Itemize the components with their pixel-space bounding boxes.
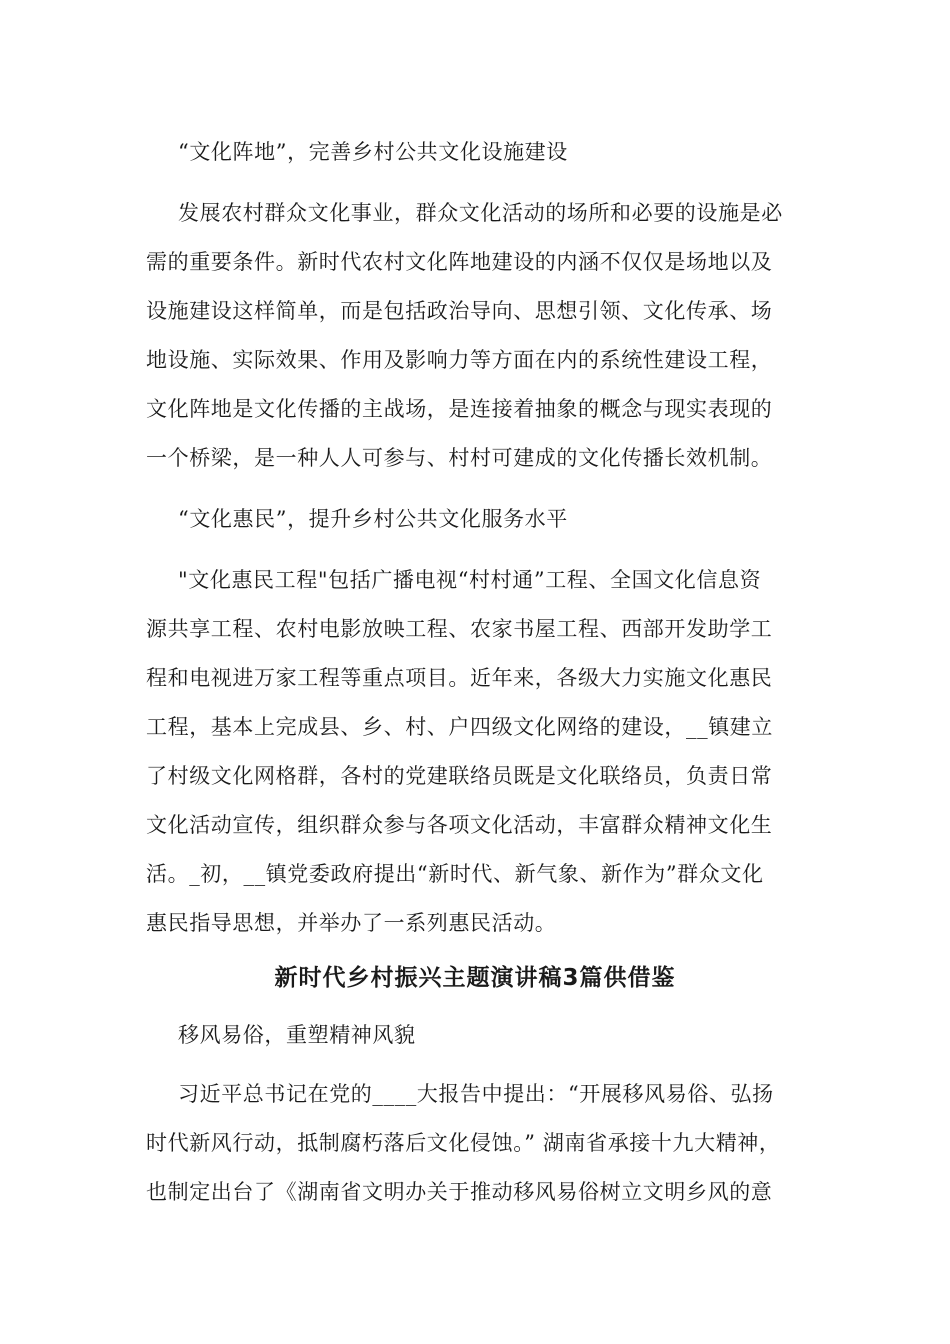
paragraph-line: 时代新风行动，抵制腐朽落后文化侵蚀。” 湖南省承接十九大精神， bbox=[146, 1131, 781, 1155]
section-heading-cultural-position: “文化阵地”，完善乡村公共文化设施建设 bbox=[178, 140, 568, 164]
section-heading-cultural-benefit: “文化惠民”，提升乡村公共文化服务水平 bbox=[178, 507, 568, 531]
paragraph-line: 程和电视进万家工程等重点项目。近年来，各级大力实施文化惠民 bbox=[146, 666, 773, 690]
document-title: 新时代乡村振兴主题演讲稿3篇供借鉴 bbox=[274, 965, 676, 991]
paragraph-line: 了村级文化网格群，各村的党建联络员既是文化联络员，负责日常 bbox=[146, 764, 773, 788]
paragraph-line: 需的重要条件。新时代农村文化阵地建设的内涵不仅仅是场地以及 bbox=[146, 250, 773, 274]
paragraph-line: 地设施、实际效果、作用及影响力等方面在内的系统性建设工程， bbox=[146, 348, 773, 372]
paragraph-line: 设施建设这样简单，而是包括政治导向、思想引领、文化传承、场 bbox=[146, 299, 773, 323]
paragraph-line: 源共享工程、农村电影放映工程、农家书屋工程、西部开发助学工 bbox=[146, 617, 773, 641]
paragraph-line: 文化阵地是文化传播的主战场，是连接着抽象的概念与现实表现的 bbox=[146, 397, 773, 421]
paragraph-line: 惠民指导思想，并举办了一系列惠民活动。 bbox=[146, 911, 557, 935]
paragraph-line: 发展农村群众文化事业，群众文化活动的场所和必要的设施是必 bbox=[178, 201, 783, 225]
paragraph-line: 工程，基本上完成县、乡、村、户四级文化网络的建设，__镇建立 bbox=[146, 715, 773, 739]
paragraph-line: 习近平总书记在党的____大报告中提出：“开展移风易俗、弘扬 bbox=[178, 1082, 774, 1106]
paragraph-line: 也制定出台了《湖南省文明办关于推动移风易俗树立文明乡风的意 bbox=[146, 1180, 773, 1204]
paragraph-line: "文化惠民工程"包括广播电视“村村通”工程、全国文化信息资 bbox=[178, 568, 762, 592]
paragraph-line: 活。_初，__镇党委政府提出“新时代、新气象、新作为”群众文化 bbox=[146, 862, 764, 886]
section-heading-customs: 移风易俗，重塑精神风貌 bbox=[178, 1023, 416, 1047]
paragraph-line: 一个桥梁，是一种人人可参与、村村可建成的文化传播长效机制。 bbox=[146, 446, 773, 470]
paragraph-line: 文化活动宣传，组织群众参与各项文化活动，丰富群众精神文化生 bbox=[146, 813, 773, 837]
